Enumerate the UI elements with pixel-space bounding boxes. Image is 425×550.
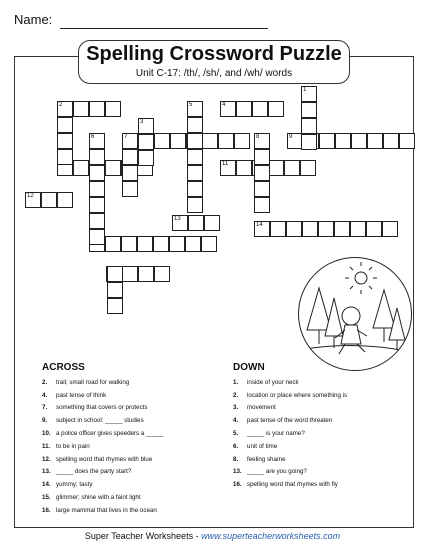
clue-number: 14.: [42, 481, 51, 489]
clue-text: _____ are you going?: [247, 468, 307, 476]
crossword-cell[interactable]: [301, 102, 317, 118]
crossword-cell[interactable]: [234, 133, 250, 149]
down-clue: [233, 389, 347, 402]
crossword-cell[interactable]: [73, 101, 89, 117]
crossword-cell[interactable]: [138, 134, 154, 150]
down-clue: [233, 466, 347, 479]
cell-number: 1: [303, 87, 307, 93]
clue-text: yummy; tasty: [56, 481, 93, 489]
clue-number: 2.: [42, 378, 48, 386]
cell-number: 11: [222, 161, 229, 167]
cell-number: 3: [140, 119, 144, 125]
clue-text: _____ is your name?: [247, 430, 305, 438]
sun-icon: [345, 262, 377, 294]
crossword-cell[interactable]: [254, 133, 270, 149]
clue-text: location or place where something is: [247, 391, 348, 399]
down-heading: DOWN: [233, 362, 265, 373]
crossword-cell[interactable]: [138, 266, 154, 282]
crossword-cell[interactable]: [270, 221, 286, 237]
crossword-cell[interactable]: [89, 229, 105, 245]
crossword-cell[interactable]: [169, 236, 185, 252]
cell-number: 4: [222, 102, 226, 108]
decorative-illustration: [298, 257, 412, 371]
cell-number: 8: [256, 134, 260, 140]
clue-number: 13.: [42, 468, 51, 476]
crossword-cell[interactable]: [57, 149, 73, 165]
clue-number: 16.: [42, 506, 51, 514]
clue-number: 4.: [233, 417, 239, 425]
clue-text: past tense of the word threaten: [247, 417, 333, 425]
crossword-cell[interactable]: [187, 197, 203, 213]
clue-number: 6.: [233, 442, 239, 450]
crossword-cell[interactable]: [170, 133, 186, 149]
clue-number: 9.: [42, 417, 48, 425]
crossword-cell[interactable]: [154, 266, 170, 282]
clue-number: 4.: [42, 391, 48, 399]
crossword-cell[interactable]: [57, 133, 73, 149]
cell-number: 12: [27, 193, 34, 199]
crossword-cell[interactable]: [89, 197, 105, 213]
clue-text: trail; small road for walking: [56, 378, 130, 386]
crossword-cell[interactable]: [366, 221, 382, 237]
crossword-cell[interactable]: [236, 101, 252, 117]
crossword-cell[interactable]: [137, 236, 153, 252]
clue-text: large mammal that lives in the ocean: [56, 506, 157, 514]
crossword-cell[interactable]: [254, 181, 270, 197]
crossword-cell[interactable]: [138, 150, 154, 166]
crossword-cell[interactable]: [188, 215, 204, 231]
cell-number: 6: [91, 134, 95, 140]
clue-text: spelling word that rhymes with fly: [247, 481, 338, 489]
footer-brand: Super Teacher Worksheets -: [84, 531, 202, 541]
across-clue: [42, 427, 163, 440]
crossword-cell[interactable]: [185, 236, 201, 252]
crossword-cell[interactable]: [301, 86, 317, 102]
crossword-cell[interactable]: [122, 165, 138, 181]
crossword-cell[interactable]: [187, 165, 203, 181]
crossword-cell[interactable]: [57, 101, 73, 117]
clue-number: 2.: [233, 391, 239, 399]
crossword-cell[interactable]: [318, 221, 334, 237]
crossword-cell[interactable]: [383, 133, 399, 149]
crossword-cell[interactable]: [89, 213, 105, 229]
across-clue: [42, 440, 163, 453]
clue-number: 8.: [233, 455, 239, 463]
across-clue: [42, 453, 163, 466]
clue-text: to be in pain: [56, 442, 90, 450]
crossword-cell[interactable]: [268, 101, 284, 117]
crossword-cell[interactable]: [89, 149, 105, 165]
across-clues: [42, 362, 163, 517]
page-title: Spelling Crossword Puzzle: [86, 43, 342, 65]
cell-number: 5: [189, 102, 193, 108]
clue-text: something that covers or protects: [56, 404, 148, 412]
crossword-cell[interactable]: [252, 101, 268, 117]
crossword-cell[interactable]: [187, 101, 203, 117]
crossword-cell[interactable]: [187, 133, 203, 149]
crossword-cell[interactable]: [302, 221, 318, 237]
clue-text: unit of time: [247, 442, 278, 450]
crossword-cell[interactable]: [122, 133, 138, 149]
crossword-cell[interactable]: [399, 133, 415, 149]
crossword-cell[interactable]: [187, 117, 203, 133]
crossword-cell[interactable]: [105, 236, 121, 252]
crossword-cell[interactable]: [107, 266, 123, 282]
clue-text: glimmer; shine with a faint light: [56, 494, 141, 502]
clue-text: feeling shame: [247, 455, 286, 463]
crossword-cell[interactable]: [367, 133, 383, 149]
crossword-cell[interactable]: [301, 118, 317, 134]
across-clue: [42, 466, 163, 479]
crossword-cell[interactable]: [154, 133, 170, 149]
crossword-cell[interactable]: [107, 298, 123, 314]
crossword-cell[interactable]: [286, 221, 302, 237]
crossword-cell[interactable]: [220, 101, 236, 117]
crossword-cell[interactable]: [122, 181, 138, 197]
crossword-cell[interactable]: [350, 221, 366, 237]
across-clue: [42, 478, 163, 491]
crossword-cell[interactable]: [351, 133, 367, 149]
down-clues: [233, 362, 347, 491]
clue-number: 13.: [233, 468, 242, 476]
crossword-cell[interactable]: [89, 133, 105, 149]
crossword-cell[interactable]: [172, 215, 188, 231]
down-clue: [233, 376, 347, 389]
name-label: Name:: [14, 12, 53, 27]
across-clue: [42, 491, 163, 504]
title-box: [78, 40, 350, 84]
crossword-cell[interactable]: [187, 149, 203, 165]
crossword-cell[interactable]: [254, 221, 270, 237]
clue-text: inside of your neck: [247, 378, 299, 386]
across-clue: [42, 389, 163, 402]
clue-number: 5.: [233, 430, 239, 438]
cell-number: 13: [174, 216, 181, 222]
crossword-cell[interactable]: [301, 134, 317, 150]
crossword-cell[interactable]: [382, 221, 398, 237]
clue-number: 15.: [42, 494, 51, 502]
crossword-cell[interactable]: [218, 133, 234, 149]
crossword-cell[interactable]: [220, 160, 236, 176]
crossword-cell[interactable]: [89, 181, 105, 197]
footer: [0, 531, 425, 541]
footer-link[interactable]: www.superteacherworksheets.com: [201, 531, 341, 541]
crossword-cell[interactable]: [254, 197, 270, 213]
crossword-cell[interactable]: [121, 236, 137, 252]
down-clue: [233, 478, 347, 491]
clue-number: 10.: [42, 430, 51, 438]
crossword-cell[interactable]: [107, 282, 123, 298]
crossword-cell[interactable]: [201, 236, 217, 252]
clue-text: past tense of think: [56, 391, 107, 399]
crossword-cell[interactable]: [254, 149, 270, 165]
across-clue: [42, 376, 163, 389]
crossword-cell[interactable]: [41, 192, 57, 208]
crossword-cell[interactable]: [204, 215, 220, 231]
across-heading: ACROSS: [42, 362, 85, 373]
crossword-cell[interactable]: [57, 117, 73, 133]
cell-number: 9: [289, 134, 293, 140]
crossword-cell[interactable]: [284, 160, 300, 176]
crossword-cell[interactable]: [138, 118, 154, 134]
crossword-cell[interactable]: [73, 160, 89, 176]
crossword-cell[interactable]: [122, 149, 138, 165]
clue-text: movement: [247, 404, 276, 412]
clue-number: 7.: [42, 404, 48, 412]
crossword-cell[interactable]: [334, 221, 350, 237]
page-subtitle: Unit C-17: /th/, /sh/, and /wh/ words: [135, 68, 293, 79]
down-clue: [233, 414, 347, 427]
clue-text: spelling word that rhymes with blue: [56, 455, 153, 463]
across-clue: [42, 504, 163, 517]
crossword-cell[interactable]: [57, 192, 73, 208]
crossword-cell[interactable]: [89, 101, 105, 117]
crossword-cell[interactable]: [300, 160, 316, 176]
down-clue: [233, 402, 347, 415]
cell-number: 14: [256, 222, 263, 228]
crossword-cell[interactable]: [25, 192, 41, 208]
cell-number: 2: [59, 102, 63, 108]
crossword-cell[interactable]: [153, 236, 169, 252]
crossword-cell[interactable]: [335, 133, 351, 149]
clue-number: 12.: [42, 455, 51, 463]
crossword-cell[interactable]: [319, 133, 335, 149]
clue-text: subject in school: _____ studies: [56, 417, 144, 425]
clue-number: 16.: [233, 481, 242, 489]
clue-number: 3.: [233, 404, 239, 412]
clue-text: a police officer gives speeders a _____: [56, 430, 164, 438]
crossword-cell[interactable]: [202, 133, 218, 149]
down-clue: [233, 440, 347, 453]
crossword-cell[interactable]: [89, 165, 105, 181]
crossword-cell[interactable]: [122, 266, 138, 282]
across-clue: [42, 402, 163, 415]
crossword-cell[interactable]: [254, 165, 270, 181]
crossword-cell[interactable]: [187, 181, 203, 197]
clue-text: _____ does the party start?: [56, 468, 132, 476]
clue-number: 11.: [42, 442, 51, 450]
crossword-cell[interactable]: [268, 160, 284, 176]
clue-number: 1.: [233, 378, 239, 386]
crossword-cell[interactable]: [105, 160, 121, 176]
down-clue: [233, 427, 347, 440]
cell-number: 7: [124, 134, 128, 140]
crossword-cell[interactable]: [236, 160, 252, 176]
down-clue: [233, 453, 347, 466]
crossword-cell[interactable]: [105, 101, 121, 117]
across-clue: [42, 414, 163, 427]
